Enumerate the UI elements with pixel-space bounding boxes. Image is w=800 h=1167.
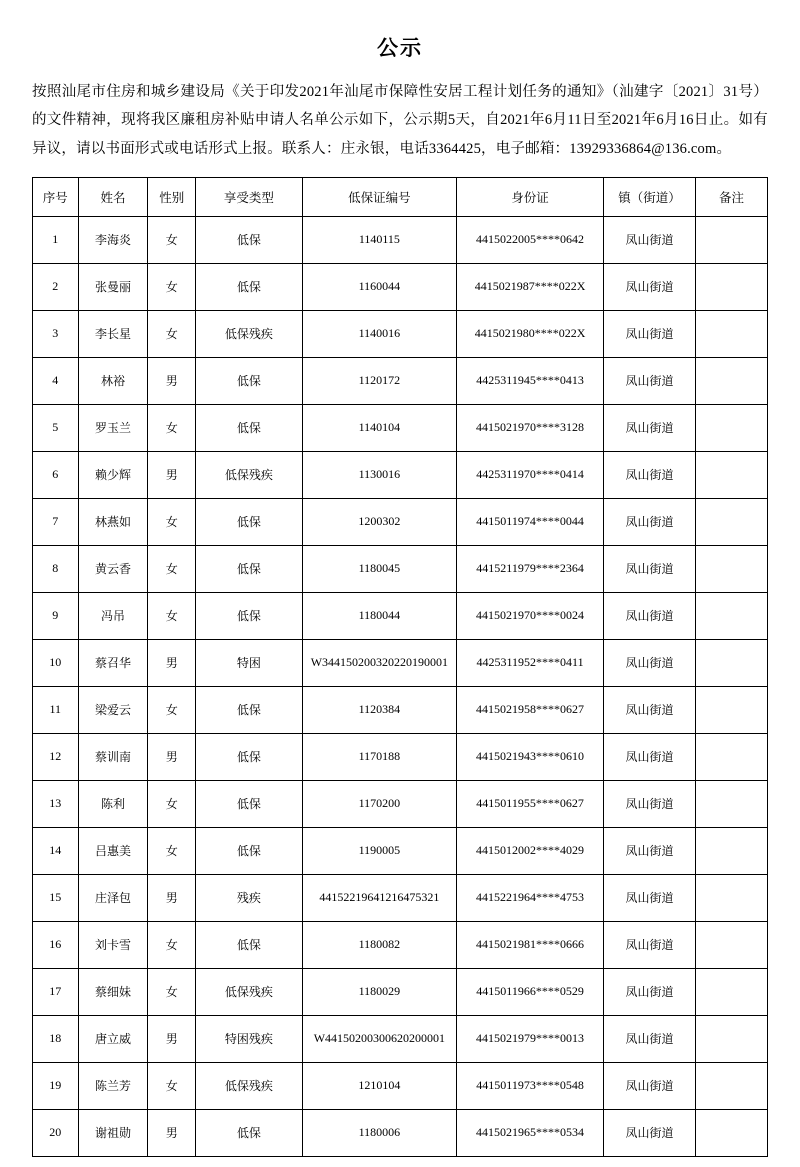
cell-gender: 男 <box>148 733 196 780</box>
table-row <box>33 451 768 498</box>
cell-cert-no: 1170200 <box>302 780 456 827</box>
page-title: 公示 <box>377 37 423 60</box>
table-row <box>33 639 768 686</box>
cell-cert-no: 1140016 <box>302 310 456 357</box>
cell-remark <box>695 780 767 827</box>
cell-gender: 男 <box>148 639 196 686</box>
cell-index: 8 <box>33 545 79 592</box>
cell-index: 5 <box>33 404 79 451</box>
column-header-type: 享受类型 <box>196 177 303 216</box>
cell-town: 凤山街道 <box>604 874 696 921</box>
cell-name: 罗玉兰 <box>78 404 148 451</box>
cell-index: 2 <box>33 263 79 310</box>
cell-gender: 女 <box>148 968 196 1015</box>
cell-name: 陈利 <box>78 780 148 827</box>
cell-remark <box>695 874 767 921</box>
cell-id-no: 4415211979****2364 <box>457 545 604 592</box>
cell-town: 凤山街道 <box>604 310 696 357</box>
cell-cert-no: 1120172 <box>302 357 456 404</box>
cell-index: 4 <box>33 357 79 404</box>
cell-id-no: 4425311970****0414 <box>457 451 604 498</box>
cell-town: 凤山街道 <box>604 686 696 733</box>
cell-gender: 女 <box>148 498 196 545</box>
cell-cert-no: 1130016 <box>302 451 456 498</box>
cell-town: 凤山街道 <box>604 733 696 780</box>
cell-remark <box>695 968 767 1015</box>
cell-gender: 女 <box>148 592 196 639</box>
table-row <box>33 1062 768 1109</box>
cell-id-no: 4415021970****0024 <box>457 592 604 639</box>
cell-gender: 女 <box>148 263 196 310</box>
cell-id-no: 4415012002****4029 <box>457 827 604 874</box>
column-header-remark: 备注 <box>695 177 767 216</box>
table-body <box>33 216 768 1156</box>
cell-type: 残疾 <box>196 874 303 921</box>
cell-cert-no: W44150200300620200001 <box>302 1015 456 1062</box>
cell-id-no: 4415011973****0548 <box>457 1062 604 1109</box>
column-header-name: 姓名 <box>78 177 148 216</box>
cell-cert-no: 1180029 <box>302 968 456 1015</box>
cell-gender: 男 <box>148 1015 196 1062</box>
cell-index: 11 <box>33 686 79 733</box>
cell-id-no: 4415011966****0529 <box>457 968 604 1015</box>
cell-gender: 男 <box>148 451 196 498</box>
cell-remark <box>695 733 767 780</box>
cell-town: 凤山街道 <box>604 216 696 263</box>
cell-id-no: 4415021980****022X <box>457 310 604 357</box>
cell-type: 低保 <box>196 498 303 545</box>
cell-name: 李海炎 <box>78 216 148 263</box>
cell-index: 19 <box>33 1062 79 1109</box>
column-header-index: 序号 <box>33 177 79 216</box>
cell-name: 吕惠美 <box>78 827 148 874</box>
table-row <box>33 921 768 968</box>
cell-index: 20 <box>33 1109 79 1156</box>
column-header-cert-no: 低保证编号 <box>302 177 456 216</box>
cell-remark <box>695 216 767 263</box>
cell-remark <box>695 921 767 968</box>
cell-remark <box>695 263 767 310</box>
cell-cert-no: 1210104 <box>302 1062 456 1109</box>
cell-index: 1 <box>33 216 79 263</box>
cell-gender: 女 <box>148 780 196 827</box>
cell-cert-no: 1180006 <box>302 1109 456 1156</box>
cell-town: 凤山街道 <box>604 451 696 498</box>
cell-type: 低保 <box>196 780 303 827</box>
cell-remark <box>695 827 767 874</box>
cell-id-no: 4425311952****0411 <box>457 639 604 686</box>
cell-name: 蔡召华 <box>78 639 148 686</box>
cell-town: 凤山街道 <box>604 1062 696 1109</box>
cell-name: 陈兰芳 <box>78 1062 148 1109</box>
cell-remark <box>695 1109 767 1156</box>
cell-remark <box>695 451 767 498</box>
cell-cert-no: 1200302 <box>302 498 456 545</box>
cell-town: 凤山街道 <box>604 498 696 545</box>
cell-gender: 女 <box>148 310 196 357</box>
cell-cert-no: 1140104 <box>302 404 456 451</box>
table-row <box>33 827 768 874</box>
cell-gender: 女 <box>148 1062 196 1109</box>
cell-remark <box>695 686 767 733</box>
cell-name: 庄泽包 <box>78 874 148 921</box>
cell-type: 低保 <box>196 921 303 968</box>
cell-type: 低保 <box>196 733 303 780</box>
cell-remark <box>695 592 767 639</box>
cell-name: 林裕 <box>78 357 148 404</box>
cell-gender: 女 <box>148 216 196 263</box>
cell-town: 凤山街道 <box>604 592 696 639</box>
cell-town: 凤山街道 <box>604 357 696 404</box>
cell-id-no: 4415021965****0534 <box>457 1109 604 1156</box>
table-row <box>33 498 768 545</box>
column-header-id-no: 身份证 <box>457 177 604 216</box>
cell-index: 17 <box>33 968 79 1015</box>
table-row <box>33 216 768 263</box>
cell-remark <box>695 310 767 357</box>
cell-name: 蔡训南 <box>78 733 148 780</box>
table-row <box>33 404 768 451</box>
cell-index: 16 <box>33 921 79 968</box>
cell-type: 特困 <box>196 639 303 686</box>
table-row <box>33 1015 768 1062</box>
cell-town: 凤山街道 <box>604 1015 696 1062</box>
cell-type: 特困残疾 <box>196 1015 303 1062</box>
table-row <box>33 686 768 733</box>
cell-type: 低保 <box>196 216 303 263</box>
cell-remark <box>695 545 767 592</box>
cell-id-no: 4415011955****0627 <box>457 780 604 827</box>
table-row <box>33 592 768 639</box>
cell-index: 7 <box>33 498 79 545</box>
cell-cert-no: 1120384 <box>302 686 456 733</box>
cell-remark <box>695 639 767 686</box>
cell-index: 13 <box>33 780 79 827</box>
cell-name: 谢祖勋 <box>78 1109 148 1156</box>
cell-cert-no: 44152219641216475321 <box>302 874 456 921</box>
cell-cert-no: W344150200320220190001 <box>302 639 456 686</box>
cell-type: 低保残疾 <box>196 451 303 498</box>
cell-id-no: 4415022005****0642 <box>457 216 604 263</box>
cell-index: 18 <box>33 1015 79 1062</box>
notice-body-text: 按照汕尾市住房和城乡建设局《关于印发2021年汕尾市保障性安居工程计划任务的通知》（汕建字〔2021〕31号）的文件精神，现将我区廉租房补贴申请人名单公示如下，公示期5天，自2021年6月11日至2021年6月16日止。如有异议，请以书面形式或电话形式上报。联系人：庄永银，电话3364425，电子邮箱：13929336864@136.com。 <box>32 84 768 157</box>
cell-index: 12 <box>33 733 79 780</box>
cell-index: 9 <box>33 592 79 639</box>
cell-id-no: 4415021987****022X <box>457 263 604 310</box>
cell-town: 凤山街道 <box>604 780 696 827</box>
cell-index: 6 <box>33 451 79 498</box>
cell-town: 凤山街道 <box>604 404 696 451</box>
table-row <box>33 545 768 592</box>
cell-index: 3 <box>33 310 79 357</box>
cell-name: 蔡细妹 <box>78 968 148 1015</box>
table-row <box>33 1109 768 1156</box>
cell-gender: 女 <box>148 545 196 592</box>
cell-type: 低保残疾 <box>196 968 303 1015</box>
applicant-table <box>32 177 768 1157</box>
cell-type: 低保 <box>196 545 303 592</box>
cell-cert-no: 1180045 <box>302 545 456 592</box>
cell-town: 凤山街道 <box>604 545 696 592</box>
cell-remark <box>695 1015 767 1062</box>
cell-index: 10 <box>33 639 79 686</box>
cell-id-no: 4415021981****0666 <box>457 921 604 968</box>
column-header-gender: 性别 <box>148 177 196 216</box>
cell-town: 凤山街道 <box>604 968 696 1015</box>
cell-name: 冯吊 <box>78 592 148 639</box>
cell-gender: 女 <box>148 827 196 874</box>
cell-id-no: 4415011974****0044 <box>457 498 604 545</box>
cell-id-no: 4415021943****0610 <box>457 733 604 780</box>
cell-cert-no: 1180082 <box>302 921 456 968</box>
table-header-row <box>33 177 768 216</box>
cell-cert-no: 1180044 <box>302 592 456 639</box>
cell-name: 刘卡雪 <box>78 921 148 968</box>
cell-gender: 男 <box>148 357 196 404</box>
table-row <box>33 780 768 827</box>
cell-town: 凤山街道 <box>604 263 696 310</box>
cell-cert-no: 1140115 <box>302 216 456 263</box>
cell-type: 低保 <box>196 592 303 639</box>
table-row <box>33 357 768 404</box>
cell-gender: 男 <box>148 1109 196 1156</box>
cell-name: 赖少辉 <box>78 451 148 498</box>
cell-remark <box>695 498 767 545</box>
cell-gender: 女 <box>148 404 196 451</box>
cell-remark <box>695 1062 767 1109</box>
cell-id-no: 4415021958****0627 <box>457 686 604 733</box>
cell-id-no: 4415221964****4753 <box>457 874 604 921</box>
cell-index: 15 <box>33 874 79 921</box>
cell-gender: 男 <box>148 874 196 921</box>
cell-type: 低保 <box>196 263 303 310</box>
table-row <box>33 874 768 921</box>
cell-id-no: 4425311945****0413 <box>457 357 604 404</box>
cell-gender: 女 <box>148 686 196 733</box>
cell-type: 低保残疾 <box>196 310 303 357</box>
cell-name: 林燕如 <box>78 498 148 545</box>
column-header-town: 镇（街道） <box>604 177 696 216</box>
cell-type: 低保残疾 <box>196 1062 303 1109</box>
cell-name: 黄云香 <box>78 545 148 592</box>
cell-cert-no: 1160044 <box>302 263 456 310</box>
cell-remark <box>695 404 767 451</box>
table-row <box>33 733 768 780</box>
cell-id-no: 4415021979****0013 <box>457 1015 604 1062</box>
cell-type: 低保 <box>196 686 303 733</box>
cell-town: 凤山街道 <box>604 639 696 686</box>
cell-type: 低保 <box>196 357 303 404</box>
table-row <box>33 968 768 1015</box>
cell-name: 张曼丽 <box>78 263 148 310</box>
cell-name: 唐立威 <box>78 1015 148 1062</box>
cell-type: 低保 <box>196 1109 303 1156</box>
cell-cert-no: 1170188 <box>302 733 456 780</box>
cell-town: 凤山街道 <box>604 827 696 874</box>
cell-town: 凤山街道 <box>604 921 696 968</box>
table-row <box>33 263 768 310</box>
cell-id-no: 4415021970****3128 <box>457 404 604 451</box>
cell-type: 低保 <box>196 827 303 874</box>
cell-name: 李长星 <box>78 310 148 357</box>
cell-name: 梁爱云 <box>78 686 148 733</box>
cell-type: 低保 <box>196 404 303 451</box>
cell-remark <box>695 357 767 404</box>
cell-gender: 女 <box>148 921 196 968</box>
cell-index: 14 <box>33 827 79 874</box>
table-row <box>33 310 768 357</box>
cell-town: 凤山街道 <box>604 1109 696 1156</box>
cell-cert-no: 1190005 <box>302 827 456 874</box>
